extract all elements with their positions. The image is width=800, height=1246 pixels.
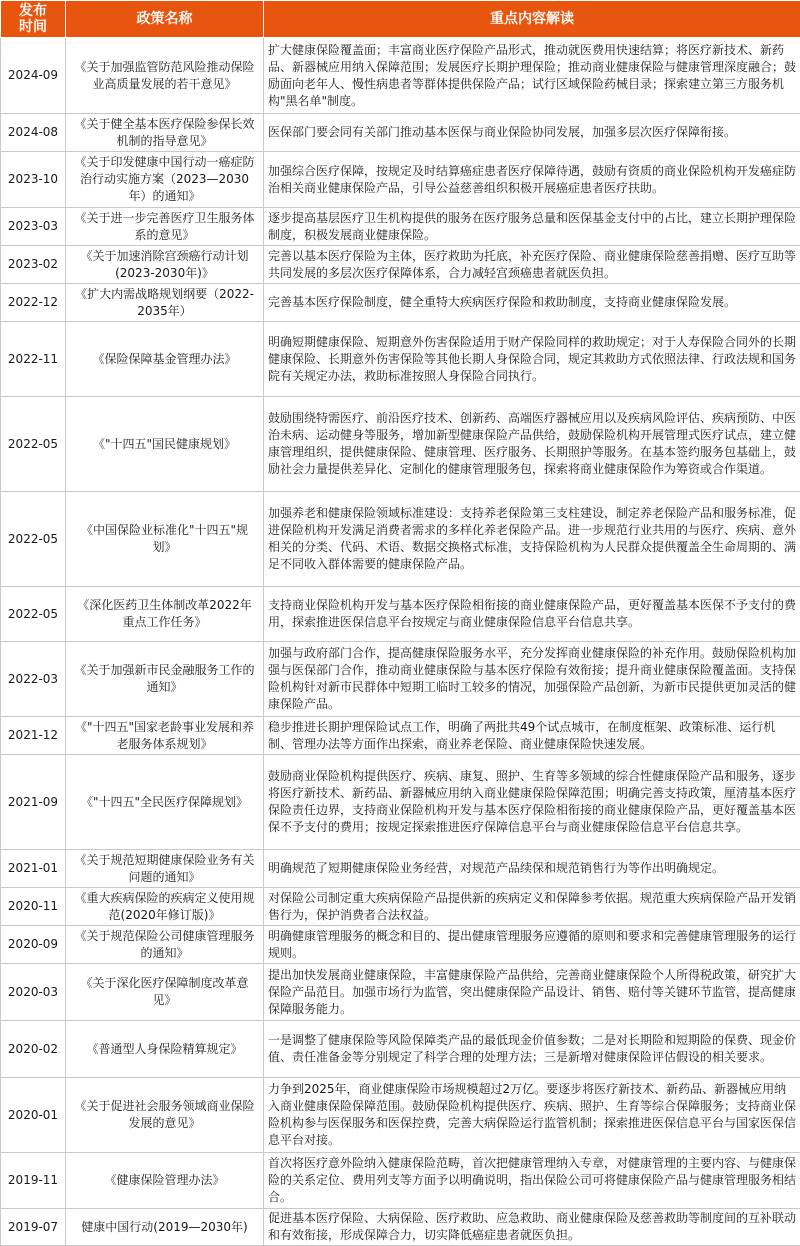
date: 2020-11 [1, 888, 66, 926]
date: 2024-08 [1, 114, 66, 152]
table-row [1, 397, 800, 492]
policy-name: 《"十四五"全民医疗保障规划》 [66, 755, 264, 850]
date: 2022-12 [1, 284, 66, 322]
table-row [1, 114, 800, 152]
date: 2020-01 [1, 1078, 66, 1153]
policy-name: 《中国保险业标准化"十四五"规划》 [66, 492, 264, 587]
policy-name: 《"十四五"国家老龄事业发展和养老服务体系规划》 [66, 717, 264, 755]
policy-description: 明确短期健康保险、短期意外伤害保险适用于财产保险同样的救助规定；对于人寿保险合同外的长期健康保险、长期意外伤害保险等其他长期人身保险合同，规定其救助方式依照法律、行政法规和国务院有关规定办法，救助标准按照人身保险合同执行。 [264, 322, 800, 397]
date: 2022-05 [1, 587, 66, 642]
policy-description: 明确健康管理服务的概念和目的、提出健康管理服务应遵循的原则和要求和完善健康管理服务的运行规则。 [264, 926, 800, 964]
date: 2020-02 [1, 1021, 66, 1078]
table-row [1, 587, 800, 642]
policy-description: 明确规范了短期健康保险业务经营，对规范产品续保和规范销售行为等作出明确规定。 [264, 850, 800, 888]
date: 2023-10 [1, 152, 66, 208]
policy-description: 鼓励围绕特需医疗、前沿医疗技术、创新药、高端医疗器械应用以及疾病风险评估、疾病预防、中医治未病、运动健身等服务，增加新型健康保险产品供给，鼓励保险机构开展管理式医疗试点，建立健康管理组织，提供健康保险、健康管理、医疗服务、长期照护等服务。在基本签约服务包基础上，鼓励社会力量提供差异化、定制化的健康管理服务包，探索将商业健康保险作为筹资或合作渠道。 [264, 397, 800, 492]
policy-name: 《深化医药卫生体制改革2022年重点工作任务》 [66, 587, 264, 642]
table-row [1, 964, 800, 1021]
policy-description: 扩大健康保险覆盖面；丰富商业医疗保险产品形式，推动就医费用快速结算；将医疗新技术、新药品、新器械应用纳入保障范围；发展医疗长期护理保险；推动商业健康保险与健康管理深度融合；鼓励面向老年人、慢性病患者等群体提供保险产品；试行区域保险药械目录；探索建立第三方服务机构"黑名单"制度。 [264, 38, 800, 114]
table-row [1, 208, 800, 246]
date: 2020-03 [1, 964, 66, 1021]
policy-description: 加强综合医疗保障，按规定及时结算癌症患者医疗保障待遇，鼓励有资质的商业保险机构开发癌症防治相关商业健康保险产品，引导公益慈善组织积极开展癌症患者医疗扶助。 [264, 152, 800, 208]
policy-description: 促进基本医疗保险、大病保险、医疗救助、应急救助、商业健康保险及慈善救助等制度间的互补联动和有效衔接，形成保障合力，切实降低癌症患者就医负担。 [264, 1209, 800, 1246]
policy-description: 加强养老和健康保险领域标准建设：支持养老保险第三支柱建设，制定养老保险产品和服务标准，促进保险机构开发满足消费者需求的多样化养老保险产品。进一步规范行业共用的与医疗、疾病、意外相关的分类、代码、术语、数据交换格式标准，支持保险机构为人民群众提供覆盖全生命周期的、满足不同收入群体需要的健康保险产品。 [264, 492, 800, 587]
date: 2019-11 [1, 1153, 66, 1209]
policy-description: 稳步推进长期护理保险试点工作，明确了两批共49个试点城市，在制度框架、政策标准、运行机制、管理办法等方面作出探索，商业养老保险、商业健康保险快速发展。 [264, 717, 800, 755]
date: 2020-09 [1, 926, 66, 964]
header-desc: 重点内容解读 [264, 1, 800, 38]
policy-description: 提出加快发展商业健康保险，丰富健康保险产品供给，完善商业健康保险个人所得税政策，研究扩大保险产品范目。加强市场行为监管，突出健康保险产品设计、销售、赔付等关键环节监管，提高健康保障服务能力。 [264, 964, 800, 1021]
policy-name: 《关于加强监管防范风险推动保险业高质量发展的若干意见》 [66, 38, 264, 114]
policy-description: 完善以基本医疗保险为主体，医疗救助为托底，补充医疗保险、商业健康保险慈善捐赠、医疗互助等共同发展的多层次医疗保障体系，合力减轻宫颈癌患者就医负担。 [264, 246, 800, 284]
table-row [1, 322, 800, 397]
date: 2023-02 [1, 246, 66, 284]
header-date: 发布 时间 [1, 1, 66, 38]
policy-name: 《关于规范保险公司健康管理服务的通知》 [66, 926, 264, 964]
policy-name: 《普通型人身保险精算规定》 [66, 1021, 264, 1078]
policy-description: 力争到2025年，商业健康保险市场规模超过2万亿。要逐步将医疗新技术、新药品、新器械应用纳入商业健康保险保障范围。鼓励保险机构提供医疗、疾病、照护、生育等综合保障服务；支持商业保险机构参与医保服务和医保控费，完善大病保险运行监管机制；探索推进医保信息平台与国家医保信息平台对接。 [264, 1078, 800, 1153]
policy-name: 《重大疾病保险的疾病定义使用规范(2020年修订版)》 [66, 888, 264, 926]
date: 2022-05 [1, 397, 66, 492]
table-row [1, 1209, 800, 1246]
date: 2021-01 [1, 850, 66, 888]
policy-description: 医保部门要会同有关部门推动基本医保与商业保险协同发展，加强多层次医疗保障衔接。 [264, 114, 800, 152]
policy-name: 《关于深化医疗保障制度改革意见》 [66, 964, 264, 1021]
policy-name: 《关于加强新市民金融服务工作的通知》 [66, 642, 264, 717]
table-row [1, 1153, 800, 1209]
policy-description: 首次将医疗意外险纳入健康保险范畴，首次把健康管理纳入专章，对健康管理的主要内容、与健康保险的关系定位、费用列支等方面予以明确说明，指出保险公司可将健康保险产品与健康管理服务相结合。 [264, 1153, 800, 1209]
policy-name: 《关于加速消除宫颈癌行动计划(2023-2030年)》 [66, 246, 264, 284]
policy-name: 《扩大内需战略规划纲要（2022- 2035年） [66, 284, 264, 322]
date: 2024-09 [1, 38, 66, 114]
table-row [1, 888, 800, 926]
policy-name: 健康中国行动(2019—2030年) [66, 1209, 264, 1246]
policy-name: 《关于健全基本医疗保险参保长效机制的指导意见》 [66, 114, 264, 152]
date: 2023-03 [1, 208, 66, 246]
policy-name: 《保险保障基金管理办法》 [66, 322, 264, 397]
date: 2021-09 [1, 755, 66, 850]
policy-description: 鼓励商业保险机构提供医疗、疾病、康复、照护、生育等多领域的综合性健康保险产品和服务，逐步将医疗新技术、新药品、新器械应用纳入商业健康保险保障范围；明确完善支持政策，厘清基本医疗保险责任边界，支持商业保险机构开发与基本医疗保险相衔接的商业健康保险产品，更好覆盖基本医保不予支付的费用；按规定探索推进医疗保障信息平台与商业健康保险信息平台信息共享。 [264, 755, 800, 850]
policy-description: 对保险公司制定重大疾病保险产品提供新的疾病定义和保障参考依据。规范重大疾病保险产品开发销售行为，保护消费者合法权益。 [264, 888, 800, 926]
table-row [1, 755, 800, 850]
table-row [1, 246, 800, 284]
policy-description: 支持商业保险机构开发与基本医疗保险相衔接的商业健康保险产品，更好覆盖基本医保不予支付的费用，探索推进医保信息平台按规定与商业健康保险信息平台信息共享。 [264, 587, 800, 642]
policy-name: 《关于促进社会服务领域商业保险发展的意见》 [66, 1078, 264, 1153]
policy-description: 一是调整了健康保险等风险保障类产品的最低现金价值参数；二是对长期险和短期险的保费、现金价值、责任准备金等分别规定了科学合理的处理方法；三是新增对健康保险评估假设的相关要求。 [264, 1021, 800, 1078]
table-row [1, 1021, 800, 1078]
table-row [1, 926, 800, 964]
policy-description: 完善基本医疗保险制度，健全重特大疾病医疗保险和救助制度，支持商业健康保险发展。 [264, 284, 800, 322]
policy-name: 《关于进一步完善医疗卫生服务体系的意见》 [66, 208, 264, 246]
policy-name: 《健康保险管理办法》 [66, 1153, 264, 1209]
table-row [1, 38, 800, 114]
policy-description: 加强与政府部门合作，提高健康保险服务水平，充分发挥商业健康保险的补充作用。鼓励保险机构加强与医保部门合作，推动商业健康保险与基本医疗保险有效衔接；提升商业健康保险覆盖面。支持保险机构针对新市民群体中短期工临时工较多的情况，加强保险产品创新，为新市民提供更加灵活的健康保险产品。 [264, 642, 800, 717]
date: 2022-11 [1, 322, 66, 397]
policy-description: 逐步提高基层医疗卫生机构提供的服务在医疗服务总量和医保基金支付中的占比，建立长期护理保险制度，积极发展商业健康保险。 [264, 208, 800, 246]
date: 2019-07 [1, 1209, 66, 1246]
date: 2021-12 [1, 717, 66, 755]
date: 2022-05 [1, 492, 66, 587]
table-row [1, 1078, 800, 1153]
table-body [1, 38, 800, 1246]
table-row [1, 850, 800, 888]
policy-name: 《关于规范短期健康保险业务有关问题的通知》 [66, 850, 264, 888]
table-row [1, 152, 800, 208]
header-row [1, 1, 800, 38]
policy-name: 《关于印发健康中国行动一癌症防治行动实施方案（2023—2030年）的通知》 [66, 152, 264, 208]
table-row [1, 284, 800, 322]
policy-name: 《"十四五"国民健康规划》 [66, 397, 264, 492]
header-name: 政策名称 [66, 1, 264, 38]
table-row [1, 717, 800, 755]
date: 2022-03 [1, 642, 66, 717]
table-row [1, 492, 800, 587]
table-row [1, 642, 800, 717]
